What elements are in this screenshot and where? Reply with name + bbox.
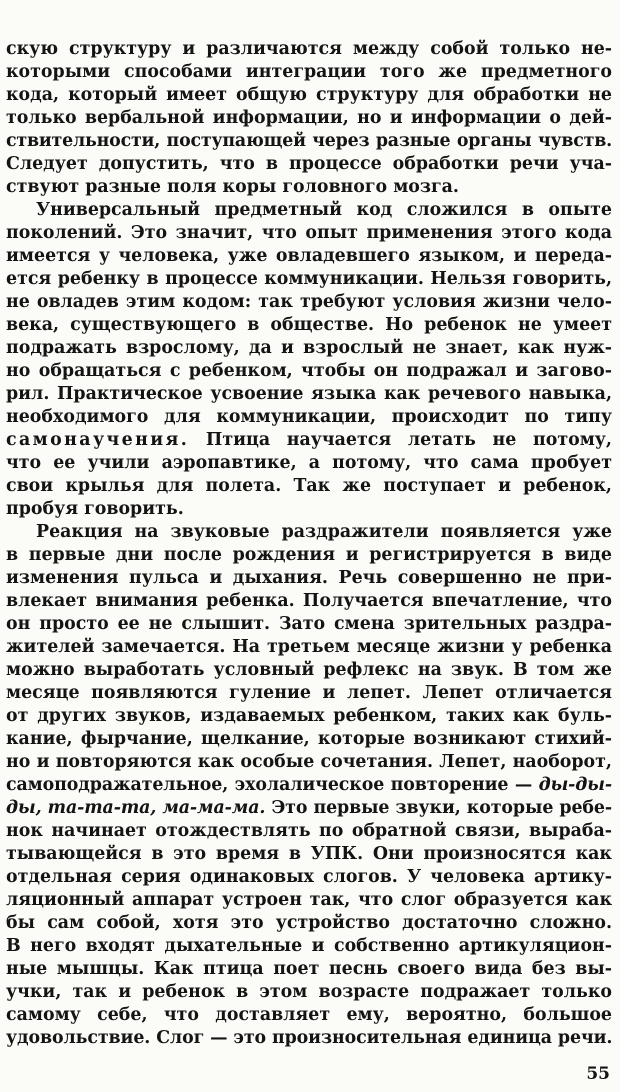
text-line-italic-head: ды, та-та-та, ма-ма-ма. Это первые звуки, которые ребе- xyxy=(6,798,612,818)
page-number: 55 xyxy=(586,1064,610,1084)
text-line: ные мышцы. Как птица поет песнь своего вида без вы- xyxy=(6,959,612,979)
text-line: можно выработать условный рефлекс на звук. В том же xyxy=(6,660,612,680)
text-line: что ее учили аэропавтике, а потому, что сама пробует xyxy=(6,453,612,473)
text-line: от других звуков, издаваемых ребенком, таких как буль- xyxy=(6,706,612,726)
text-line: ляционный аппарат устроен так, что слог образуется как xyxy=(6,890,612,910)
text-line: ствуют разные поля коры головного мозга. xyxy=(6,177,459,197)
text-line: рил. Практическое усвоение языка как речевого навыка, xyxy=(6,384,612,404)
text-line: отдельная серия одинаковых слогов. У человека артику- xyxy=(6,867,612,887)
text-line: жителей замечается. На третьем месяце жизни у ребенка xyxy=(6,637,612,657)
text-line: учки, так и ребенок в этом возрасте подражает только xyxy=(6,982,612,1002)
text-line-italic-tail: самоподражательное, эхолалическое повторение — ды-ды- xyxy=(6,775,612,795)
text-line: тывающейся в это время в УПК. Они произносятся как xyxy=(6,844,612,864)
text-line: влекает внимания ребенка. Получается впечатление, что xyxy=(6,591,612,611)
text-line: кание, фырчание, щелкание, которые возникают стихий- xyxy=(6,729,612,749)
text-line: имеется у человека, уже овладевшего языком, и переда- xyxy=(6,246,612,266)
text-line: самому себе, что доставляет ему, вероятно, большое xyxy=(6,1005,612,1025)
text-line: Реакция на звуковые раздражители появляется уже xyxy=(36,522,612,542)
text-line: подражать взрослому, да и взрослый не знает, как нуж- xyxy=(6,338,612,358)
text-line: он просто ее не слышит. Зато смена зрительных раздра- xyxy=(6,614,612,634)
text-line: века, существующего в обществе. Но ребенок не умеет xyxy=(6,315,612,335)
text-line: только вербальной информации, но и информации о дей- xyxy=(6,108,612,128)
text-line: В него входят дыхательные и собственно артикуляцион- xyxy=(6,936,612,956)
text-line: бы сам собой, хотя это устройство достаточно сложно. xyxy=(6,913,612,933)
text-line: ствительности, поступающей через разные органы чувств. xyxy=(6,131,612,151)
text-line: Универсальный предметный код сложился в опыте xyxy=(36,200,612,220)
text-line: в первые дни после рождения и регистрируется в виде xyxy=(6,545,612,565)
text-line: Следует допустить, что в процессе обработки речи уча- xyxy=(6,154,612,174)
text-line: месяце появляются гуление и лепет. Лепет отличается xyxy=(6,683,612,703)
text-line: скую структуру и различаются между собой только не- xyxy=(6,39,612,59)
text-line: необходимого для коммуникации, происходит по типу xyxy=(6,407,612,427)
text-line: которыми способами интеграции того же предметного xyxy=(6,62,612,82)
text-line: нок начинает отождествлять по обратной связи, выраба- xyxy=(6,821,612,841)
text-line: но обращаться с ребенком, чтобы он подражал и загово- xyxy=(6,361,612,381)
text-line: не овладев этим кодом: так требуют условия жизни чело- xyxy=(6,292,612,312)
text-line: кода, который имеет общую структуру для обработки не xyxy=(6,85,612,105)
text-line: удовольствие. Слог — это произносительная единица речи. xyxy=(6,1028,613,1048)
text-line: ется ребенку в процессе коммуникации. Нельзя говорить, xyxy=(6,269,612,289)
text-line: но и повторяются как особые сочетания. Лепет, наоборот, xyxy=(6,752,612,772)
text-line: свои крылья для полета. Так же поступает и ребенок, xyxy=(6,476,612,496)
text-line: пробуя говорить. xyxy=(6,499,184,519)
text-line: изменения пульса и дыхания. Речь совершенно не при- xyxy=(6,568,612,588)
text-line-spaced: самонаучения. Птица научается летать не потому, xyxy=(6,430,612,450)
text-line: поколений. Это значит, что опыт применения этого кода xyxy=(6,223,612,243)
